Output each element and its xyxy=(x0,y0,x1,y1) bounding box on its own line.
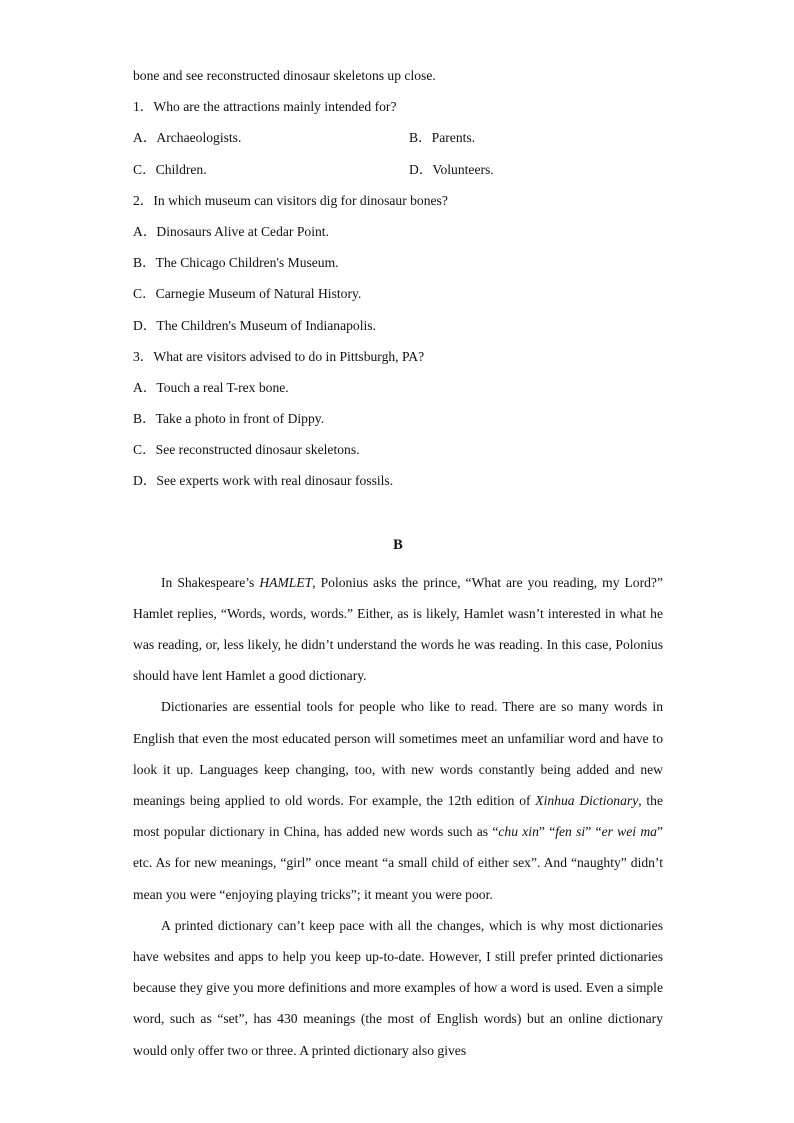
xinhua-dictionary-title: Xinhua Dictionary xyxy=(535,793,639,809)
paragraph-1 xyxy=(133,567,663,692)
question-1-stem: 1．Who are the attractions mainly intended for? xyxy=(133,99,397,115)
paragraph-2-text-a: Dictionaries are essential tools for people who like to read. There are so many words in English that even the most educated person will sometimes meet an unfamiliar word and have to look it up. Languages keep changing, too, with new words constantly being added and new meanings being applied to old words. For example, the 12th edition of xyxy=(133,699,663,809)
question-1-option-d[interactable]: D．Volunteers. xyxy=(409,161,494,177)
new-word-er-wei-ma: er wei ma xyxy=(601,824,657,840)
question-2-stem: 2．In which museum can visitors dig for dinosaur bones? xyxy=(133,192,448,208)
question-2-option-c[interactable]: C．Carnegie Museum of Natural History. xyxy=(133,286,362,302)
paragraph-1-text-a: In Shakespeare’s xyxy=(161,574,260,590)
section-heading: B xyxy=(393,536,403,553)
continuation-text: bone and see reconstructed dinosaur skeletons up close. xyxy=(133,68,436,83)
question-3-stem: 3．What are visitors advised to do in Pittsburgh, PA? xyxy=(133,348,425,364)
paragraph-1-text-b: , Polonius asks the prince, “What are you reading, my Lord?” Hamlet replies, “Words, words, words.” Either, as is likely, Hamlet wasn’t interested in what he was reading, or, less likely, he didn’t understand the words he was reading. In this case, Polonius should have lent Hamlet a good dictionary. xyxy=(133,574,663,684)
question-3-option-c[interactable]: C．See reconstructed dinosaur skeletons. xyxy=(133,442,360,458)
new-word-fen-si: fen si xyxy=(555,824,586,840)
document-page xyxy=(133,66,663,1066)
question-1-option-a[interactable]: A．Archaeologists. xyxy=(133,130,242,146)
paragraph-2 xyxy=(133,691,663,909)
new-word-chu-xin: chu xin xyxy=(498,824,539,840)
paragraph-2-text-e: ” etc. As for new meanings, “girl” once meant “a small child of either sex”. And “naughty” didn’t mean you were “enjoying playing tricks”; it meant you were poor. xyxy=(133,824,664,902)
question-2-option-a[interactable]: A．Dinosaurs Alive at Cedar Point. xyxy=(133,223,329,239)
question-3-option-a[interactable]: A．Touch a real T-rex bone. xyxy=(133,379,289,395)
question-1-option-c[interactable]: C．Children. xyxy=(133,161,207,177)
paragraph-2-text-d: ” “ xyxy=(585,824,602,840)
paragraph-3: A printed dictionary can’t keep pace with all the changes, which is why most dictionaries have websites and apps to help you keep up-to-date. However, I still prefer printed dictionaries because they give you more definitions and more examples of how a word is used. Even a simple word, such as “set”, has 430 meanings (the most of English words) but an online dictionary would only offer two or three. A printed dictionary also gives xyxy=(133,917,663,1058)
question-1-options-row-2 xyxy=(133,160,663,191)
question-1-options-row-1 xyxy=(133,128,663,159)
paragraph-2-text-b: , the most popular dictionary in China, has added new words such as “ xyxy=(133,793,664,840)
question-3-option-b[interactable]: B．Take a photo in front of Dippy. xyxy=(133,411,325,427)
hamlet-title: HAMLET xyxy=(259,574,313,590)
question-1-option-b[interactable]: B．Parents. xyxy=(409,130,476,146)
question-3-option-d[interactable]: D．See experts work with real dinosaur fossils. xyxy=(133,473,394,489)
question-2-option-d[interactable]: D．The Children's Museum of Indianapolis. xyxy=(133,317,376,333)
question-2-option-b[interactable]: B．The Chicago Children's Museum. xyxy=(133,255,339,271)
paragraph-2-text-c: ” “ xyxy=(538,824,556,840)
